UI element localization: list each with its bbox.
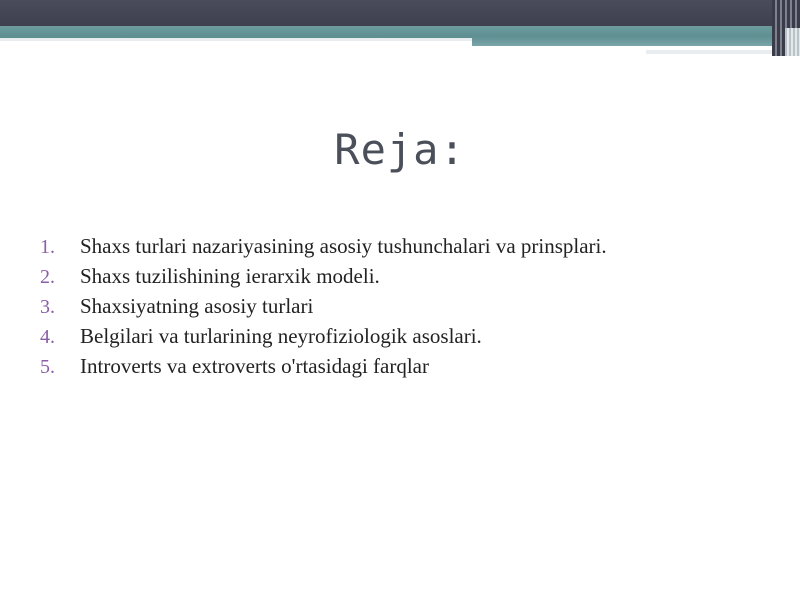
- plan-list-item: [40, 264, 607, 294]
- header-light-line-right: [646, 50, 786, 54]
- plan-item-text: Introverts va extroverts o'rtasidagi farqlar: [80, 354, 429, 378]
- plan-list-item: [40, 234, 607, 264]
- plan-list: [40, 234, 607, 384]
- header-stripes-fade-decoration: [785, 28, 800, 56]
- plan-list-item: [40, 354, 607, 384]
- plan-item-number: 2.: [40, 266, 55, 288]
- plan-item-number: 5.: [40, 356, 55, 378]
- plan-item-number: 1.: [40, 236, 55, 258]
- header-teal-step: [472, 36, 785, 46]
- slide-title: Reja:: [334, 125, 466, 174]
- plan-item-number: 4.: [40, 326, 55, 348]
- header-light-line: [0, 38, 472, 41]
- plan-item-text: Shaxs turlari nazariyasining asosiy tushunchalari va prinsplari.: [80, 234, 607, 258]
- plan-item-text: Shaxs tuzilishining ierarxik modeli.: [80, 264, 380, 288]
- plan-item-text: Shaxsiyatning asosiy turlari: [80, 294, 314, 318]
- plan-list-item: [40, 324, 607, 354]
- header-dark-band: [0, 0, 800, 28]
- plan-list-item: [40, 294, 607, 324]
- plan-item-number: 3.: [40, 296, 55, 318]
- plan-item-text: Belgilari va turlarining neyrofiziologik asoslari.: [80, 324, 482, 348]
